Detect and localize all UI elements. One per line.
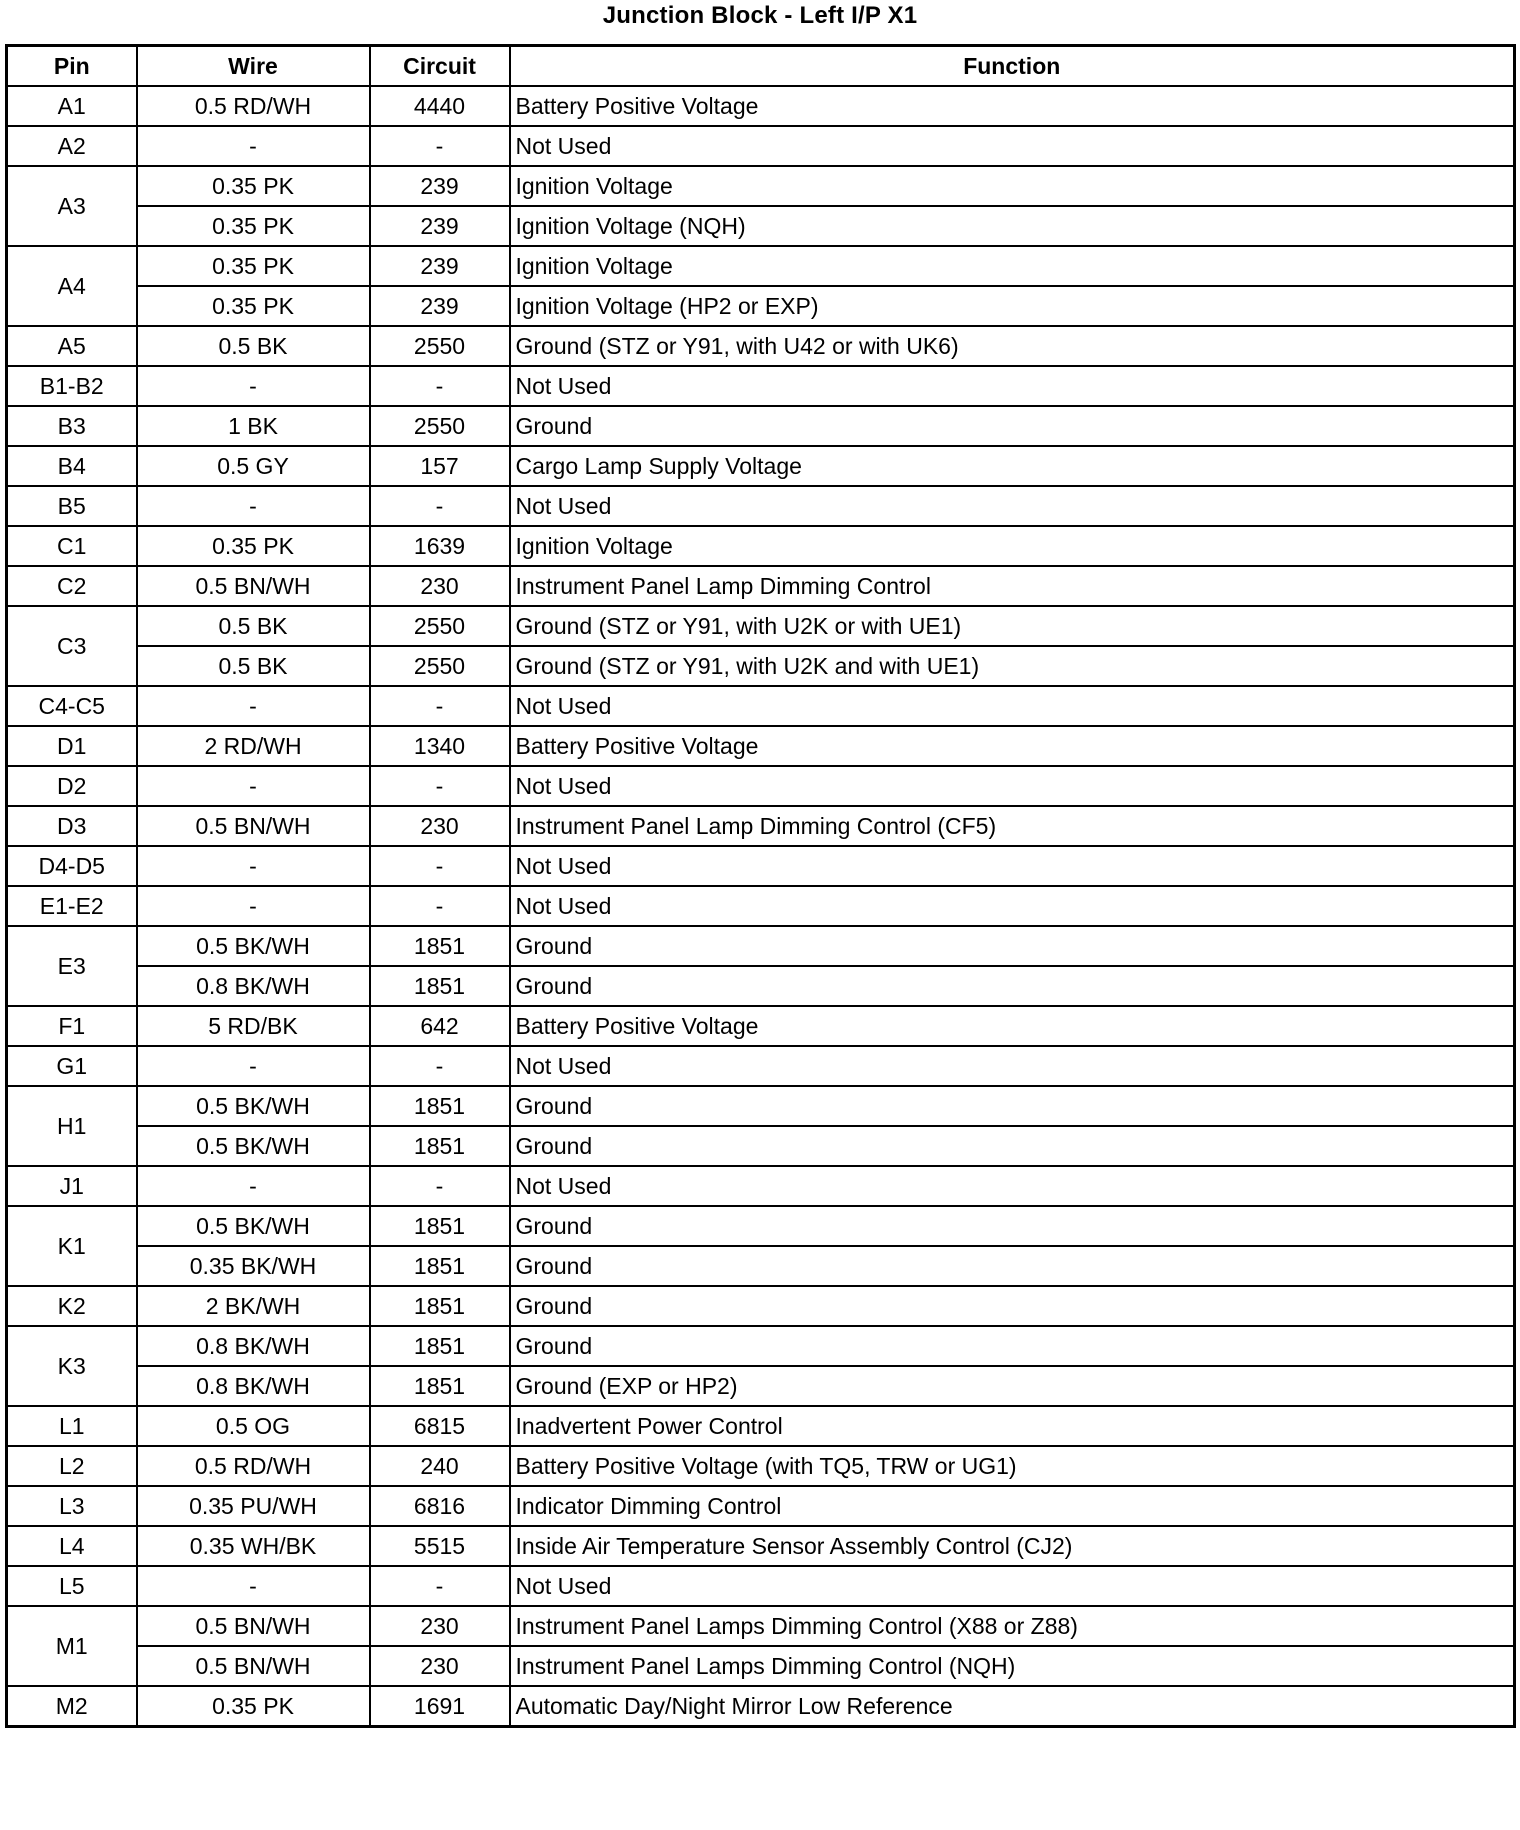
function-cell: Ground (STZ or Y91, with U2K and with UE1) bbox=[510, 646, 1515, 686]
circuit-cell: - bbox=[370, 1166, 510, 1206]
table-row bbox=[7, 1606, 1515, 1646]
circuit-cell: - bbox=[370, 846, 510, 886]
header-row bbox=[7, 46, 1515, 87]
pin-cell: L2 bbox=[7, 1446, 137, 1486]
wire-cell: 0.35 BK/WH bbox=[137, 1246, 370, 1286]
table-row bbox=[7, 1326, 1515, 1366]
function-cell: Ground bbox=[510, 966, 1515, 1006]
wire-cell: - bbox=[137, 846, 370, 886]
function-cell: Instrument Panel Lamps Dimming Control (NQH) bbox=[510, 1646, 1515, 1686]
page-title: Junction Block - Left I/P X1 bbox=[602, 2, 918, 29]
table-row bbox=[7, 1286, 1515, 1326]
function-cell: Ignition Voltage bbox=[510, 246, 1515, 286]
table-row bbox=[7, 326, 1515, 366]
wire-cell: - bbox=[137, 686, 370, 726]
table-row bbox=[7, 526, 1515, 566]
circuit-cell: 1851 bbox=[370, 1246, 510, 1286]
wire-cell: 0.35 WH/BK bbox=[137, 1526, 370, 1566]
circuit-cell: 1851 bbox=[370, 1206, 510, 1246]
function-cell: Ground (EXP or HP2) bbox=[510, 1366, 1515, 1406]
pin-cell: F1 bbox=[7, 1006, 137, 1046]
wire-cell: 5 RD/BK bbox=[137, 1006, 370, 1046]
table-row bbox=[7, 886, 1515, 926]
table-row bbox=[7, 686, 1515, 726]
pinout-table bbox=[5, 44, 1516, 1728]
pin-cell: D1 bbox=[7, 726, 137, 766]
header-circuit: Circuit bbox=[370, 46, 510, 87]
wire-cell: 0.5 BK/WH bbox=[137, 1086, 370, 1126]
table-row bbox=[7, 806, 1515, 846]
circuit-cell: 1851 bbox=[370, 926, 510, 966]
pin-cell: A3 bbox=[7, 166, 137, 246]
pin-cell: M1 bbox=[7, 1606, 137, 1686]
function-cell: Ground bbox=[510, 1086, 1515, 1126]
table-row bbox=[7, 366, 1515, 406]
pin-cell: L5 bbox=[7, 1566, 137, 1606]
table-row bbox=[7, 1406, 1515, 1446]
wire-cell: - bbox=[137, 126, 370, 166]
pin-cell: K3 bbox=[7, 1326, 137, 1406]
table-row bbox=[7, 286, 1515, 326]
table-row bbox=[7, 1446, 1515, 1486]
pin-cell: D4-D5 bbox=[7, 846, 137, 886]
circuit-cell: 239 bbox=[370, 246, 510, 286]
circuit-cell: - bbox=[370, 886, 510, 926]
circuit-cell: 1851 bbox=[370, 966, 510, 1006]
circuit-cell: 1851 bbox=[370, 1286, 510, 1326]
pin-cell: J1 bbox=[7, 1166, 137, 1206]
function-cell: Not Used bbox=[510, 886, 1515, 926]
table-row bbox=[7, 246, 1515, 286]
function-cell: Not Used bbox=[510, 766, 1515, 806]
wire-cell: - bbox=[137, 1566, 370, 1606]
table-row bbox=[7, 926, 1515, 966]
table-row bbox=[7, 1206, 1515, 1246]
pin-cell: A4 bbox=[7, 246, 137, 326]
table-row bbox=[7, 206, 1515, 246]
function-cell: Battery Positive Voltage bbox=[510, 1006, 1515, 1046]
wire-cell: - bbox=[137, 766, 370, 806]
circuit-cell: 1639 bbox=[370, 526, 510, 566]
circuit-cell: 1851 bbox=[370, 1326, 510, 1366]
pin-cell: E1-E2 bbox=[7, 886, 137, 926]
wire-cell: 2 BK/WH bbox=[137, 1286, 370, 1326]
function-cell: Ground bbox=[510, 1286, 1515, 1326]
table-row bbox=[7, 1366, 1515, 1406]
circuit-cell: - bbox=[370, 1566, 510, 1606]
function-cell: Ignition Voltage (NQH) bbox=[510, 206, 1515, 246]
circuit-cell: 2550 bbox=[370, 326, 510, 366]
table-row bbox=[7, 86, 1515, 126]
circuit-cell: 1851 bbox=[370, 1126, 510, 1166]
function-cell: Indicator Dimming Control bbox=[510, 1486, 1515, 1526]
function-cell: Ignition Voltage (HP2 or EXP) bbox=[510, 286, 1515, 326]
circuit-cell: - bbox=[370, 126, 510, 166]
wire-cell: - bbox=[137, 1166, 370, 1206]
circuit-cell: - bbox=[370, 486, 510, 526]
circuit-cell: 239 bbox=[370, 166, 510, 206]
function-cell: Instrument Panel Lamps Dimming Control (X88 or Z88) bbox=[510, 1606, 1515, 1646]
wire-cell: 0.8 BK/WH bbox=[137, 1366, 370, 1406]
function-cell: Inside Air Temperature Sensor Assembly Control (CJ2) bbox=[510, 1526, 1515, 1566]
pin-cell: M2 bbox=[7, 1686, 137, 1727]
pin-cell: C1 bbox=[7, 526, 137, 566]
table-row bbox=[7, 646, 1515, 686]
wire-cell: - bbox=[137, 1046, 370, 1086]
function-cell: Instrument Panel Lamp Dimming Control (CF5) bbox=[510, 806, 1515, 846]
table-row bbox=[7, 1006, 1515, 1046]
wire-cell: 0.8 BK/WH bbox=[137, 1326, 370, 1366]
circuit-cell: 2550 bbox=[370, 606, 510, 646]
wire-cell: 0.5 RD/WH bbox=[137, 1446, 370, 1486]
circuit-cell: 240 bbox=[370, 1446, 510, 1486]
pin-cell: K1 bbox=[7, 1206, 137, 1286]
circuit-cell: 1691 bbox=[370, 1686, 510, 1727]
pin-cell: A1 bbox=[7, 86, 137, 126]
function-cell: Ignition Voltage bbox=[510, 166, 1515, 206]
function-cell: Not Used bbox=[510, 1046, 1515, 1086]
circuit-cell: 230 bbox=[370, 1606, 510, 1646]
circuit-cell: 6816 bbox=[370, 1486, 510, 1526]
table-row bbox=[7, 1126, 1515, 1166]
pin-cell: L1 bbox=[7, 1406, 137, 1446]
function-cell: Battery Positive Voltage (with TQ5, TRW or UG1) bbox=[510, 1446, 1515, 1486]
circuit-cell: 2550 bbox=[370, 646, 510, 686]
circuit-cell: 1851 bbox=[370, 1086, 510, 1126]
table-row bbox=[7, 406, 1515, 446]
table-row bbox=[7, 966, 1515, 1006]
table-row bbox=[7, 766, 1515, 806]
pin-cell: B1-B2 bbox=[7, 366, 137, 406]
pin-cell: K2 bbox=[7, 1286, 137, 1326]
function-cell: Not Used bbox=[510, 126, 1515, 166]
pin-cell: C4-C5 bbox=[7, 686, 137, 726]
function-cell: Automatic Day/Night Mirror Low Reference bbox=[510, 1686, 1515, 1727]
circuit-cell: 2550 bbox=[370, 406, 510, 446]
wire-cell: 0.35 PK bbox=[137, 1686, 370, 1727]
circuit-cell: 230 bbox=[370, 1646, 510, 1686]
pin-cell: C2 bbox=[7, 566, 137, 606]
wire-cell: 0.5 OG bbox=[137, 1406, 370, 1446]
header-wire: Wire bbox=[137, 46, 370, 87]
table-row bbox=[7, 486, 1515, 526]
wire-cell: 0.5 BK/WH bbox=[137, 1206, 370, 1246]
function-cell: Inadvertent Power Control bbox=[510, 1406, 1515, 1446]
wire-cell: 0.5 GY bbox=[137, 446, 370, 486]
wire-cell: 0.5 BN/WH bbox=[137, 566, 370, 606]
pin-cell: G1 bbox=[7, 1046, 137, 1086]
wire-cell: 0.5 RD/WH bbox=[137, 86, 370, 126]
table-row bbox=[7, 126, 1515, 166]
pin-cell: A5 bbox=[7, 326, 137, 366]
function-cell: Ground bbox=[510, 1206, 1515, 1246]
function-cell: Ground bbox=[510, 1246, 1515, 1286]
wire-cell: 0.5 BN/WH bbox=[137, 1646, 370, 1686]
circuit-cell: 4440 bbox=[370, 86, 510, 126]
circuit-cell: 1851 bbox=[370, 1366, 510, 1406]
function-cell: Ground (STZ or Y91, with U42 or with UK6) bbox=[510, 326, 1515, 366]
wire-cell: 0.35 PK bbox=[137, 206, 370, 246]
wire-cell: 0.35 PK bbox=[137, 246, 370, 286]
pin-cell: L4 bbox=[7, 1526, 137, 1566]
wire-cell: 0.5 BK bbox=[137, 326, 370, 366]
pin-cell: B4 bbox=[7, 446, 137, 486]
wire-cell: 0.5 BK/WH bbox=[137, 926, 370, 966]
circuit-cell: - bbox=[370, 686, 510, 726]
circuit-cell: 239 bbox=[370, 206, 510, 246]
function-cell: Ground bbox=[510, 1326, 1515, 1366]
table-row bbox=[7, 566, 1515, 606]
circuit-cell: - bbox=[370, 366, 510, 406]
table-row bbox=[7, 1166, 1515, 1206]
pin-cell: E3 bbox=[7, 926, 137, 1006]
wire-cell: 0.5 BK/WH bbox=[137, 1126, 370, 1166]
function-cell: Not Used bbox=[510, 366, 1515, 406]
wire-cell: 0.5 BN/WH bbox=[137, 1606, 370, 1646]
table-row bbox=[7, 1646, 1515, 1686]
header-pin: Pin bbox=[7, 46, 137, 87]
circuit-cell: - bbox=[370, 766, 510, 806]
pinout-table-body bbox=[7, 86, 1515, 1727]
pin-cell: A2 bbox=[7, 126, 137, 166]
wire-cell: 0.35 PK bbox=[137, 166, 370, 206]
circuit-cell: 1340 bbox=[370, 726, 510, 766]
table-row bbox=[7, 1086, 1515, 1126]
circuit-cell: 230 bbox=[370, 806, 510, 846]
wire-cell: - bbox=[137, 486, 370, 526]
table-row bbox=[7, 1686, 1515, 1727]
table-row bbox=[7, 1246, 1515, 1286]
pin-cell: D2 bbox=[7, 766, 137, 806]
function-cell: Ground (STZ or Y91, with U2K or with UE1) bbox=[510, 606, 1515, 646]
wire-cell: 0.35 PK bbox=[137, 286, 370, 326]
function-cell: Not Used bbox=[510, 486, 1515, 526]
function-cell: Not Used bbox=[510, 1166, 1515, 1206]
circuit-cell: 239 bbox=[370, 286, 510, 326]
function-cell: Battery Positive Voltage bbox=[510, 86, 1515, 126]
circuit-cell: 642 bbox=[370, 1006, 510, 1046]
pin-cell: L3 bbox=[7, 1486, 137, 1526]
circuit-cell: 5515 bbox=[370, 1526, 510, 1566]
table-row bbox=[7, 1486, 1515, 1526]
function-cell: Ground bbox=[510, 406, 1515, 446]
table-row bbox=[7, 166, 1515, 206]
wire-cell: 0.8 BK/WH bbox=[137, 966, 370, 1006]
circuit-cell: 157 bbox=[370, 446, 510, 486]
function-cell: Cargo Lamp Supply Voltage bbox=[510, 446, 1515, 486]
function-cell: Battery Positive Voltage bbox=[510, 726, 1515, 766]
function-cell: Not Used bbox=[510, 1566, 1515, 1606]
pin-cell: C3 bbox=[7, 606, 137, 686]
wire-cell: 1 BK bbox=[137, 406, 370, 446]
function-cell: Ignition Voltage bbox=[510, 526, 1515, 566]
function-cell: Ground bbox=[510, 1126, 1515, 1166]
wire-cell: - bbox=[137, 366, 370, 406]
wire-cell: 0.35 PK bbox=[137, 526, 370, 566]
wire-cell: 0.35 PU/WH bbox=[137, 1486, 370, 1526]
function-cell: Not Used bbox=[510, 846, 1515, 886]
wire-cell: - bbox=[137, 886, 370, 926]
circuit-cell: 6815 bbox=[370, 1406, 510, 1446]
table-row bbox=[7, 1046, 1515, 1086]
wire-cell: 0.5 BK bbox=[137, 646, 370, 686]
function-cell: Ground bbox=[510, 926, 1515, 966]
wire-cell: 0.5 BN/WH bbox=[137, 806, 370, 846]
circuit-cell: 230 bbox=[370, 566, 510, 606]
pin-cell: B5 bbox=[7, 486, 137, 526]
wire-cell: 0.5 BK bbox=[137, 606, 370, 646]
header-function: Function bbox=[510, 46, 1515, 87]
table-row bbox=[7, 1526, 1515, 1566]
function-cell: Not Used bbox=[510, 686, 1515, 726]
pin-cell: H1 bbox=[7, 1086, 137, 1166]
table-row bbox=[7, 726, 1515, 766]
function-cell: Instrument Panel Lamp Dimming Control bbox=[510, 566, 1515, 606]
table-row bbox=[7, 1566, 1515, 1606]
pin-cell: B3 bbox=[7, 406, 137, 446]
table-row bbox=[7, 606, 1515, 646]
table-row bbox=[7, 446, 1515, 486]
circuit-cell: - bbox=[370, 1046, 510, 1086]
pin-cell: D3 bbox=[7, 806, 137, 846]
wire-cell: 2 RD/WH bbox=[137, 726, 370, 766]
table-row bbox=[7, 846, 1515, 886]
